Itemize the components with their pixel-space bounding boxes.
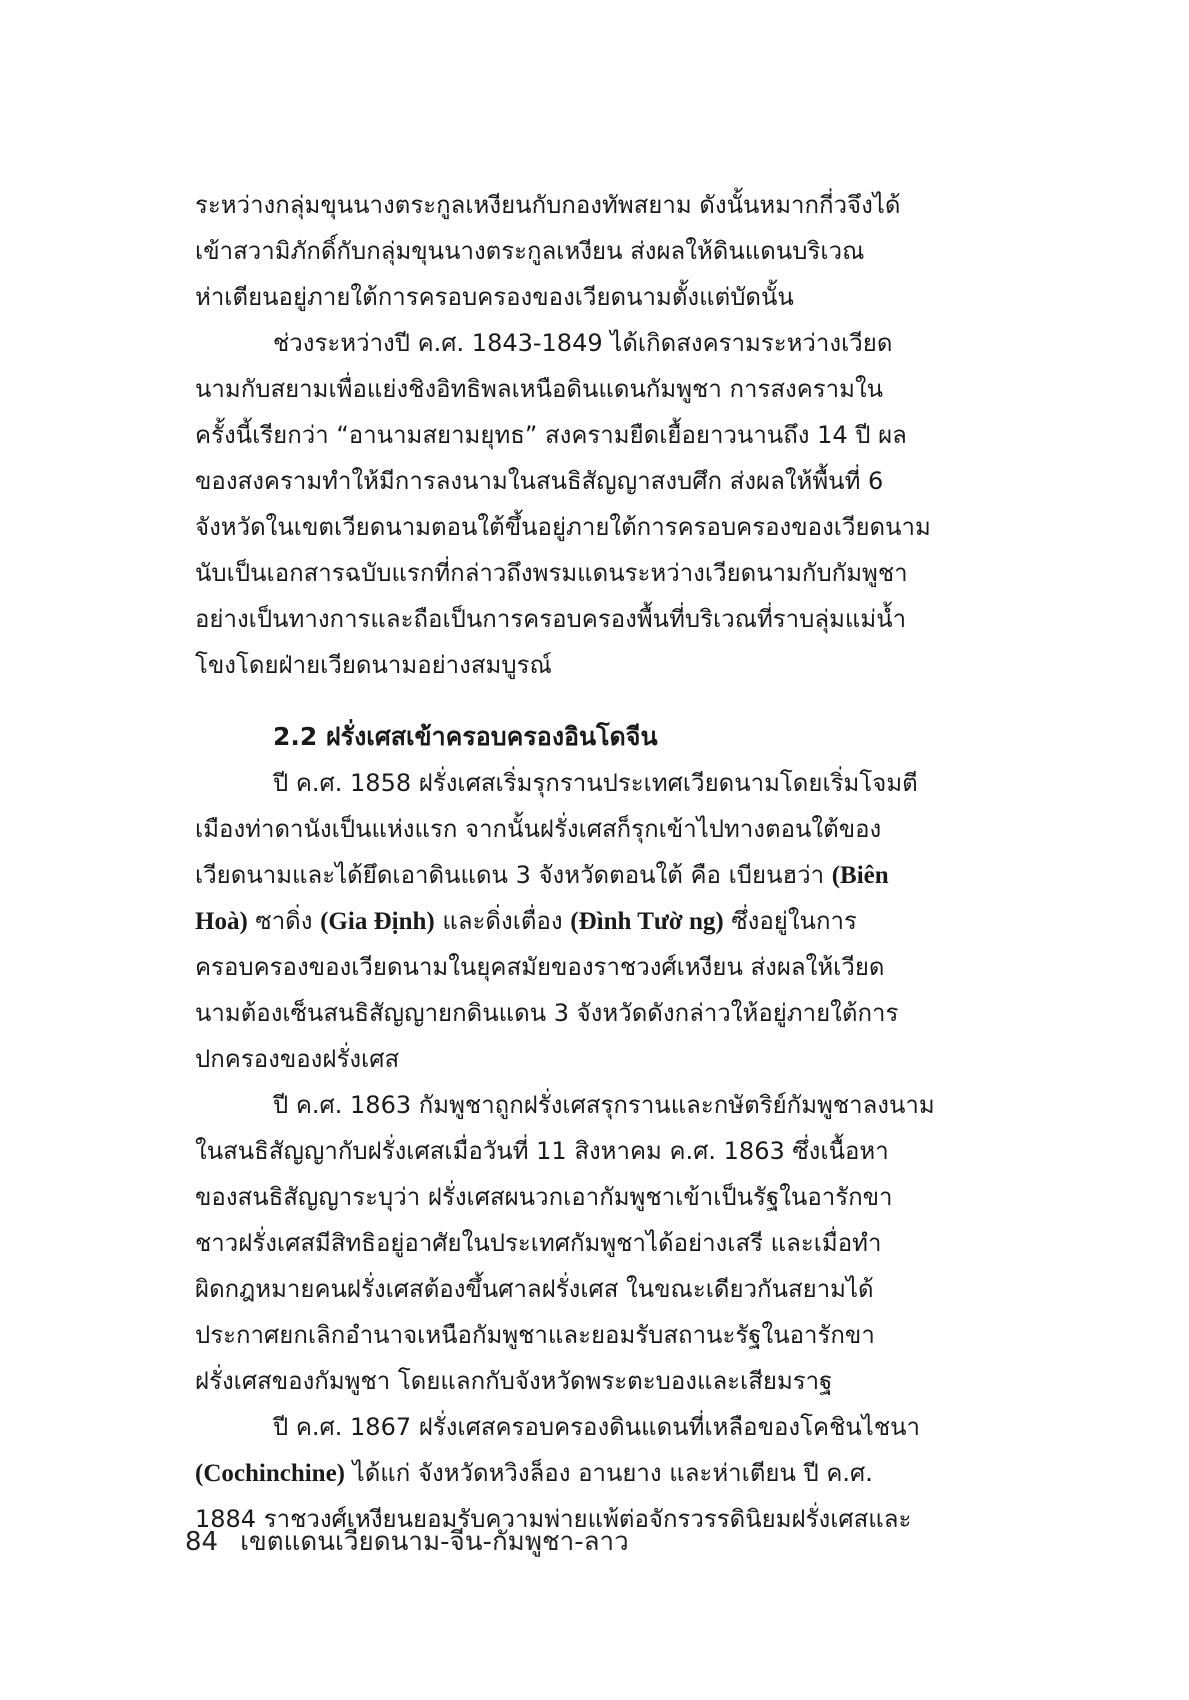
- paragraph-1-line-3: ห่าเตียนอยู่ภายใต้การครอบครองของเวียดนามตั้งแต่บัดนั้น: [195, 283, 794, 311]
- place-name-cochinchine: (Cochinchine): [195, 1460, 345, 1487]
- paragraph-3-line-3-text: เวียดนามและได้ยึดเอาดินแดน 3 จังหวัดตอนใต้ คือ เบียนฮว่า: [195, 861, 832, 889]
- paragraph-3-line-1: ปี ค.ศ. 1858 ฝรั่งเศสเริ่มรุกรานประเทศเวียดนามโดยเริ่มโจมตี: [273, 769, 918, 797]
- paragraph-3-line-3: [195, 854, 967, 896]
- paragraph-3-line-4-text-3: ซึ่งอยู่ในการ: [723, 907, 857, 935]
- paragraph-4-line-4: ชาวฝรั่งเศสมีสิทธิอยู่อาศัยในประเทศกัมพูชาได้อย่างเสรี และเมื่อทำ: [195, 1229, 882, 1257]
- paragraph-3-line-6: นามต้องเซ็นสนธิสัญญายกดินแดน 3 จังหวัดดังกล่าวให้อยู่ภายใต้การ: [195, 999, 899, 1027]
- paragraph-1-line-1: ระหว่างกลุ่มขุนนางตระกูลเหงียนกับกองทัพสยาม ดังนั้นหมากกี่วจึงได้: [195, 191, 901, 219]
- paragraph-3-line-4: [195, 900, 967, 942]
- paragraph-2-line-2: นามกับสยามเพื่อแย่งชิงอิทธิพลเหนือดินแดนกัมพูชา การสงครามใน: [195, 375, 884, 403]
- paragraph-3-line-4-text-1: ซาดิ่ง: [247, 907, 321, 935]
- paragraph-4-line-7: ฝรั่งเศสของกัมพูชา โดยแลกกับจังหวัดพระตะบองและเสียมราฐ: [195, 1367, 833, 1395]
- paragraph-2-line-4: ของสงครามทำให้มีการลงนามในสนธิสัญญาสงบศึก ส่งผลให้พื้นที่ 6: [195, 467, 884, 495]
- place-name-dinh-tuong: (Đình Tườ ng): [570, 908, 724, 935]
- paragraph-2-line-6: นับเป็นเอกสารฉบับแรกที่กล่าวถึงพรมแดนระหว่างเวียดนามกับกัมพูชา: [195, 559, 908, 587]
- paragraph-4-line-2: ในสนธิสัญญากับฝรั่งเศสเมื่อวันที่ 11 สิงหาคม ค.ศ. 1863 ซึ่งเนื้อหา: [195, 1137, 889, 1165]
- page-number: 84: [185, 1527, 219, 1557]
- place-name-bien-hoa-end: Hoà): [195, 908, 248, 935]
- paragraph-1-line-2: เข้าสวามิภักดิ์กับกลุ่มขุนนางตระกูลเหงียน ส่งผลให้ดินแดนบริเวณ: [195, 237, 865, 265]
- paragraph-5-line-1: ปี ค.ศ. 1867 ฝรั่งเศสครอบครองดินแดนที่เหลือของโคชินไชนา: [273, 1413, 921, 1441]
- paragraph-4-line-5: ผิดกฎหมายคนฝรั่งเศสต้องขึ้นศาลฝรั่งเศส ในขณะเดียวกันสยามได้: [195, 1275, 874, 1303]
- running-title: เขตแดนเวียดนาม-จีน-กัมพูชา-ลาว: [240, 1527, 629, 1557]
- place-name-bien-hoa-start: (Biên: [831, 862, 889, 889]
- paragraph-2-line-1: ช่วงระหว่างปี ค.ศ. 1843-1849 ได้เกิดสงครามระหว่างเวียด: [273, 329, 893, 357]
- paragraph-2-line-3: ครั้งนี้เรียกว่า “อานามสยามยุทธ” สงครามยืดเยื้อยาวนานถึง 14 ปี ผล: [195, 421, 907, 449]
- paragraph-3-line-5: ครอบครองของเวียดนามในยุคสมัยของราชวงศ์เหงียน ส่งผลให้เวียด: [195, 953, 885, 981]
- section-heading: 2.2 ฝรั่งเศสเข้าครอบครองอินโดจีน: [273, 722, 658, 751]
- paragraph-2-line-5: จังหวัดในเขตเวียดนามตอนใต้ขึ้นอยู่ภายใต้การครอบครองของเวียดนาม: [195, 513, 931, 541]
- paragraph-5-line-2: [195, 1452, 967, 1494]
- paragraph-5-line-3: 1884 ราชวงศ์เหงียนยอมรับความพ่ายแพ้ต่อจักรวรรดินิยมฝรั่งเศสและ: [195, 1505, 912, 1533]
- paragraph-3-line-4-text-2: และดิ่งเตื่อง: [434, 907, 571, 935]
- paragraph-3-line-7: ปกครองของฝรั่งเศส: [195, 1045, 400, 1073]
- paragraph-3-line-2: เมืองท่าดานังเป็นแห่งแรก จากนั้นฝรั่งเศสก็รุกเข้าไปทางตอนใต้ของ: [195, 815, 882, 843]
- page-footer: [185, 1522, 629, 1562]
- place-name-gia-dinh: (Gia Định): [320, 908, 435, 935]
- paragraph-2-line-8: โขงโดยฝ่ายเวียดนามอย่างสมบูรณ์: [195, 651, 552, 679]
- paragraph-5-line-2-text: ได้แก่ จังหวัดหวิงล็อง อานยาง และห่าเตียน ปี ค.ศ.: [345, 1459, 873, 1487]
- paragraph-2-line-7: อย่างเป็นทางการและถือเป็นการครอบครองพื้นที่บริเวณที่ราบลุ่มแม่น้ำ: [195, 605, 907, 633]
- paragraph-4-line-3: ของสนธิสัญญาระบุว่า ฝรั่งเศสผนวกเอากัมพูชาเข้าเป็นรัฐในอารักขา: [195, 1183, 893, 1211]
- paragraph-4-line-6: ประกาศยกเลิกอำนาจเหนือกัมพูชาและยอมรับสถานะรัฐในอารักขา: [195, 1321, 875, 1349]
- paragraph-4-line-1: ปี ค.ศ. 1863 กัมพูชาถูกฝรั่งเศสรุกรานและกษัตริย์กัมพูชาลงนาม: [273, 1091, 935, 1119]
